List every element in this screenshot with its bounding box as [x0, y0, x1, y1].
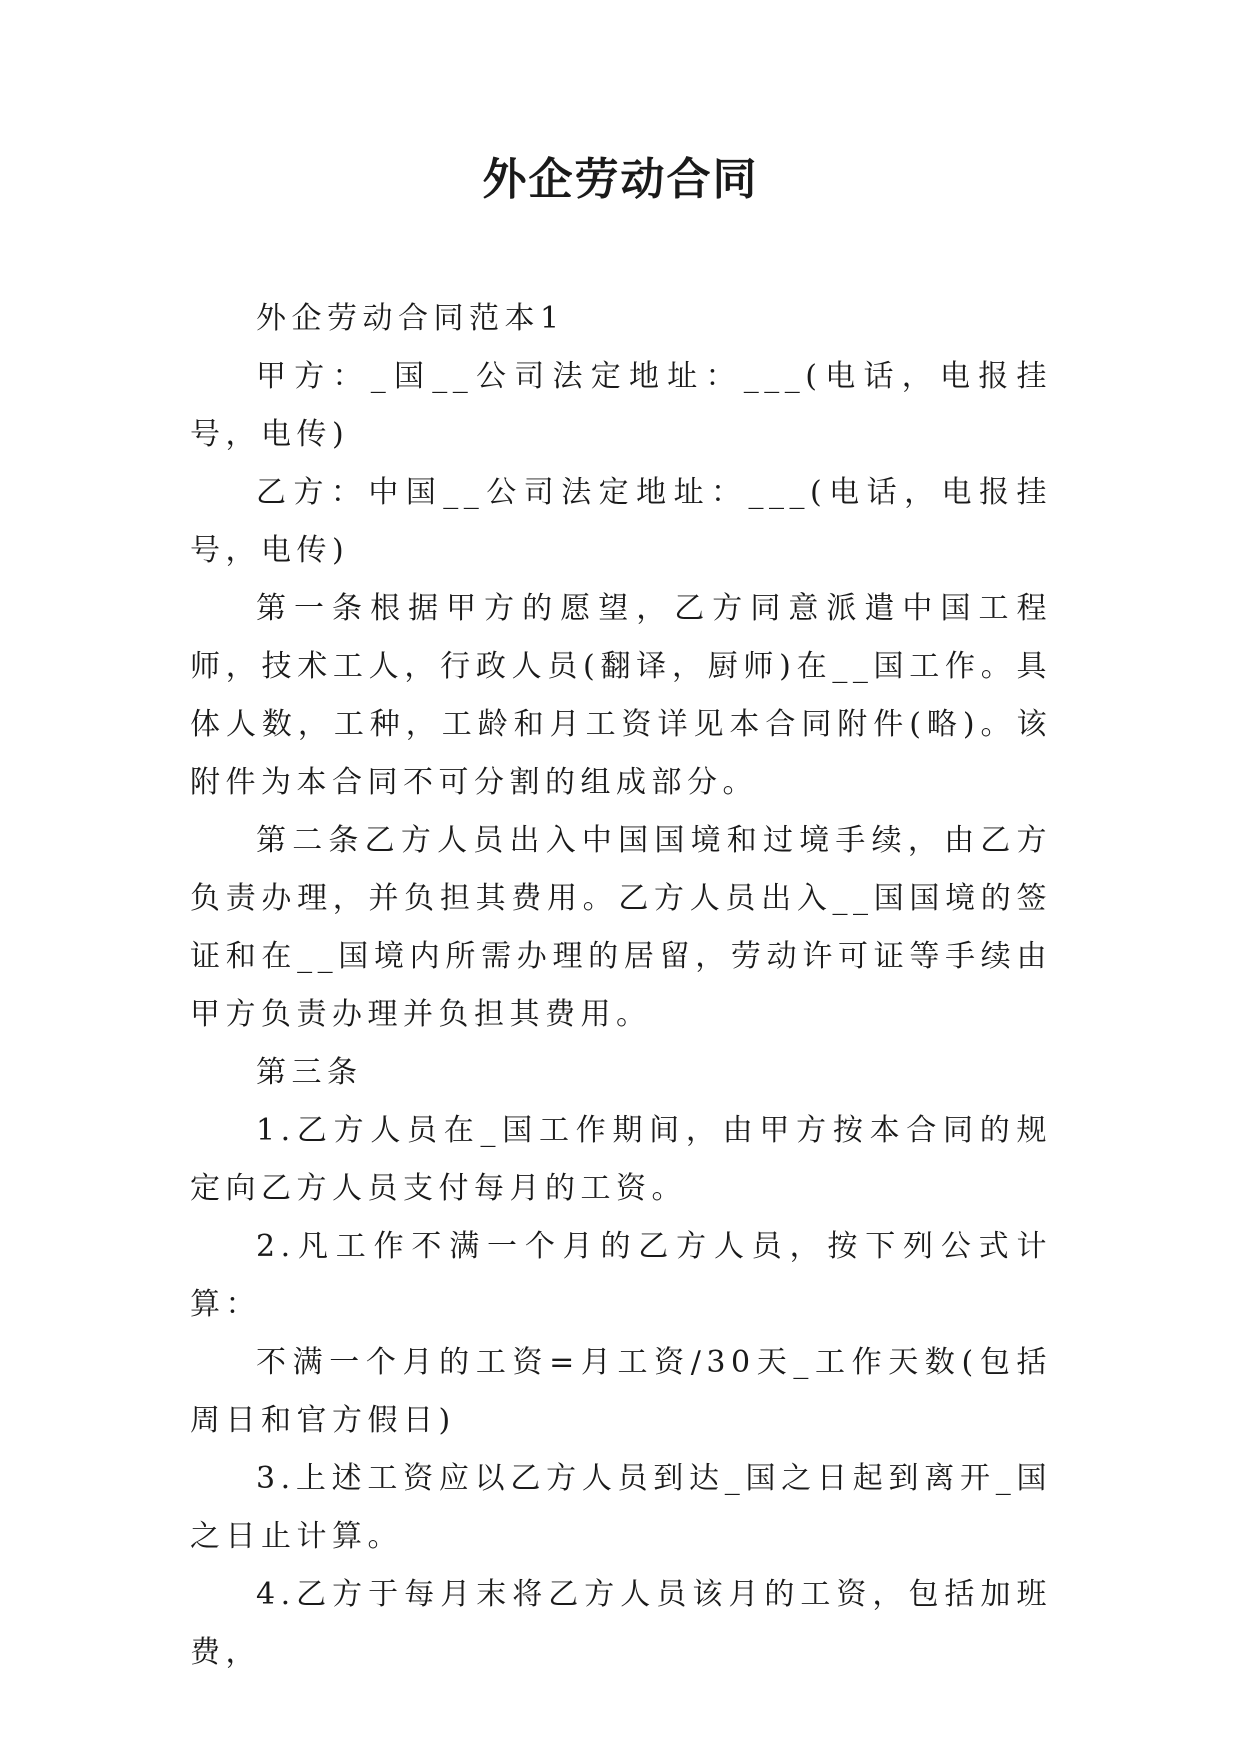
- article-3-heading: 第三条: [256, 1055, 363, 1090]
- document-body: [190, 290, 1052, 1682]
- article-3-item-4: 4.乙方于每月末将乙方人员该月的工资，包括加班费，: [190, 1577, 1052, 1670]
- article-2-paragraph: 第二条乙方人员出入中国国境和过境手续，由乙方负责办理，并负担其费用。乙方人员出入__国国境的签证和在__国境内所需办理的居留，劳动许可证等手续由甲方负责办理并负担其费用。: [190, 823, 1052, 1032]
- article-3-item-1: 1.乙方人员在_国工作期间，由甲方按本合同的规定向乙方人员支付每月的工资。: [190, 1113, 1052, 1206]
- salary-formula-paragraph: 不满一个月的工资=月工资/30天_工作天数(包括周日和官方假日): [190, 1345, 1052, 1438]
- party-a-paragraph: 甲方：_国__公司法定地址：___(电话，电报挂号，电传): [190, 359, 1052, 452]
- party-b-paragraph: 乙方：中国__公司法定地址：___(电话，电报挂号，电传): [190, 475, 1052, 568]
- article-3-item-2: 2.凡工作不满一个月的乙方人员，按下列公式计算：: [190, 1229, 1052, 1322]
- article-1-paragraph: 第一条根据甲方的愿望，乙方同意派遣中国工程师，技术工人，行政人员(翻译，厨师)在__国工作。具体人数，工种，工龄和月工资详见本合同附件(略)。该附件为本合同不可分割的组成部分。: [190, 591, 1052, 800]
- article-3-item-3: 3.上述工资应以乙方人员到达_国之日起到离开_国之日止计算。: [190, 1461, 1052, 1554]
- document-title: 外企劳动合同: [482, 154, 759, 205]
- subtitle-paragraph: 外企劳动合同范本1: [256, 301, 565, 336]
